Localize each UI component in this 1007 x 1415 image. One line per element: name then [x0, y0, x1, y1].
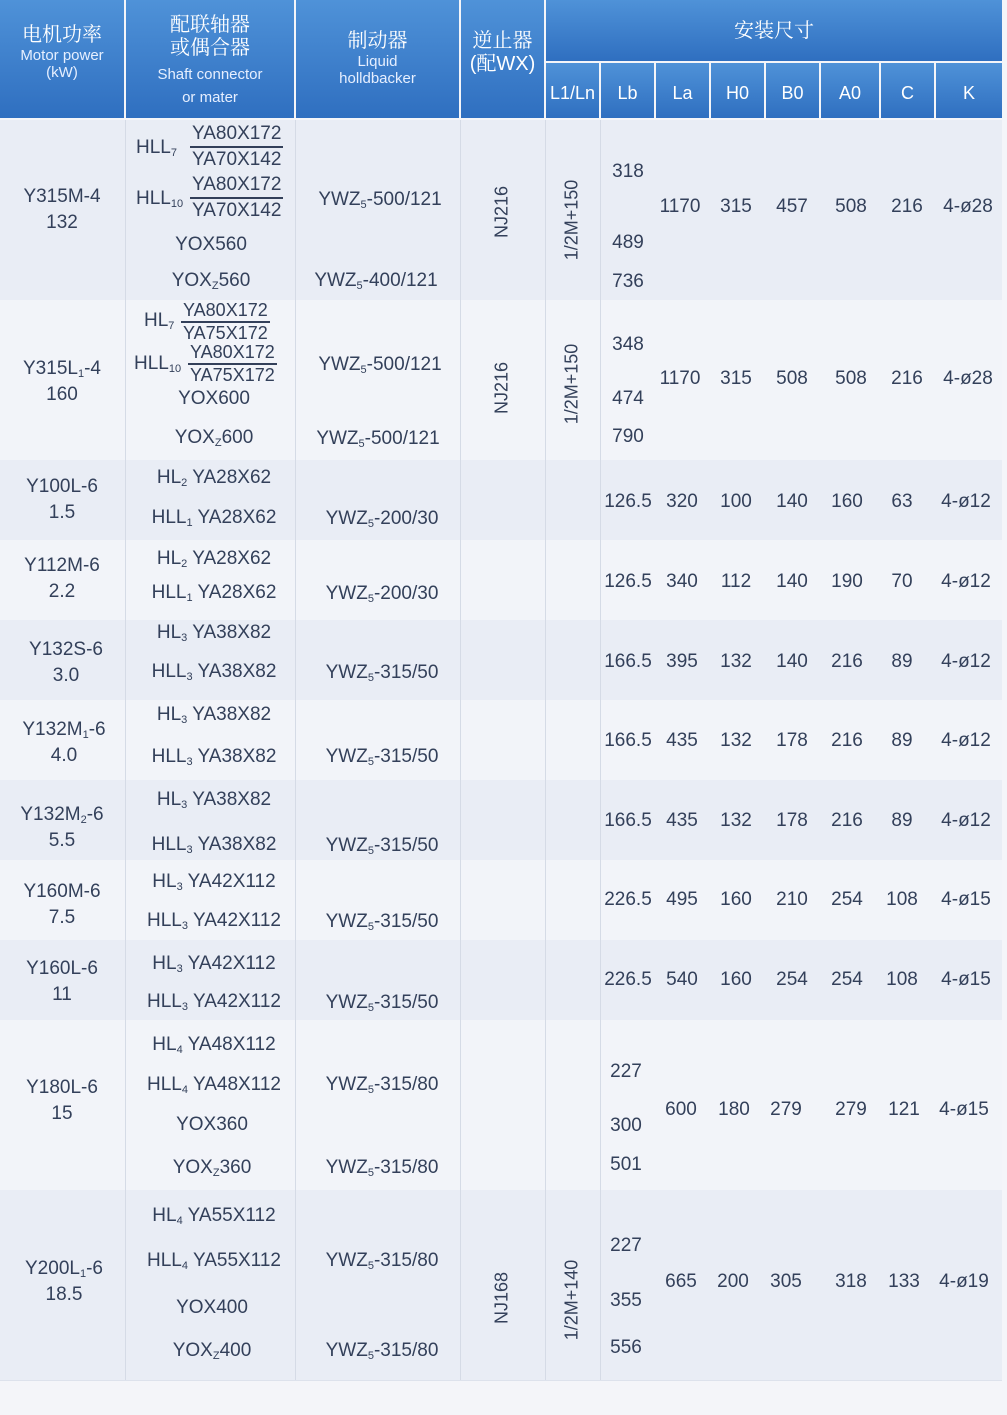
lb-value: 300 [610, 1115, 642, 1136]
c-value: 216 [891, 196, 923, 217]
b0-value: 508 [776, 368, 808, 389]
backstop-model: NJ216 [491, 185, 512, 239]
h0-value: 180 [718, 1099, 750, 1120]
la-value: 435 [666, 810, 698, 831]
k-value: 4-ø12 [941, 730, 991, 751]
la-value: 495 [666, 889, 698, 910]
b0-value: 140 [776, 491, 808, 512]
coupler: YOX560 [175, 234, 247, 255]
coupler: $YOX_Z400$ [172, 1340, 252, 1362]
coupler: $HLL_4$ YA48X112 [147, 1074, 281, 1096]
b0-value: 178 [776, 810, 808, 831]
coupler: $HLL_3$ YA42X112 [147, 991, 281, 1013]
k-value: 4-ø19 [939, 1271, 989, 1292]
lb-value: 348 [612, 334, 644, 355]
header-motor-power-en: Motor power [20, 47, 104, 64]
coupler: $HL_2$ YA28X62 [156, 467, 272, 489]
motor-power: 3.0 [52, 665, 80, 686]
k-value: 4-ø12 [941, 810, 991, 831]
motor-power: 160 [46, 384, 78, 405]
coupler: $HL_3$ YA42X112 [152, 953, 276, 975]
k-value: 4-ø15 [941, 969, 991, 990]
c-value: 89 [891, 651, 913, 672]
header-shaft-cn-1: 配联轴器 [170, 14, 250, 36]
lb-value: 166.5 [604, 810, 652, 831]
brake-model: $YWZ_5-500/121$ [318, 189, 442, 211]
l1-value: 1/2M+150 [561, 343, 582, 425]
coupler: YOX360 [176, 1114, 248, 1135]
brake-model: $YWZ_5-315/50$ [325, 911, 439, 933]
lb-value: 355 [610, 1290, 642, 1311]
k-value: 4-ø12 [941, 491, 991, 512]
motor-power: 4.0 [50, 745, 78, 766]
header-backstop-sub: (配WX) [469, 53, 536, 75]
header-col-a0: A0 [821, 63, 879, 118]
header-brake [296, 0, 459, 118]
column-divider [545, 120, 546, 1380]
b0-value: 140 [776, 651, 808, 672]
c-value: 133 [888, 1271, 920, 1292]
lb-value: 226.5 [604, 969, 652, 990]
header-brake-en-1: Liquid [357, 53, 398, 70]
l1-value: 1/2M+140 [561, 1259, 582, 1341]
k-value: 4-ø15 [941, 889, 991, 910]
coupler: $HLL_{10}$ [134, 353, 182, 375]
brake-model: $YWZ_5-315/80$ [325, 1340, 439, 1362]
a0-value: 216 [831, 651, 863, 672]
a0-value: 508 [835, 368, 867, 389]
coupler-fraction: $\frac{YA80X172}{YA70X142}$ [192, 174, 282, 221]
header-backstop [461, 0, 544, 118]
header-col-lb: Lb [601, 63, 654, 118]
header-install-cn: 安装尺寸 [734, 20, 814, 42]
header-col-h0: H0 [711, 63, 764, 118]
brake-model: $YWZ_5-200/30$ [325, 583, 439, 605]
a0-value: 254 [831, 969, 863, 990]
column-divider [125, 120, 126, 1380]
header-shaft-connector [126, 0, 294, 118]
coupler: $HLL_1$ YA28X62 [151, 582, 277, 604]
h0-value: 160 [720, 969, 752, 990]
backstop-model: NJ168 [491, 1271, 512, 1325]
coupler: YOX400 [176, 1297, 248, 1318]
motor-power: 11 [52, 984, 72, 1005]
motor-model: Y132S-6 [29, 639, 103, 660]
c-value: 108 [886, 969, 918, 990]
brake-model: $YWZ_5-315/50$ [325, 746, 439, 768]
motor-model: Y160M-6 [23, 881, 101, 902]
header-brake-cn: 制动器 [347, 30, 408, 52]
brake-model: $YWZ_5-315/50$ [325, 835, 439, 857]
lb-value: 227 [610, 1235, 642, 1256]
lb-value: 556 [610, 1337, 642, 1358]
brake-model: $YWZ_5-315/80$ [325, 1250, 439, 1272]
header-col-k: K [936, 63, 1002, 118]
motor-power: 132 [46, 212, 78, 233]
motor-model: $Y132M_1-6$ [22, 719, 106, 741]
header-col-l1: L1/Ln [546, 63, 599, 118]
a0-value: 216 [831, 810, 863, 831]
header-col-b0: B0 [766, 63, 819, 118]
la-value: 340 [666, 571, 698, 592]
header-motor-power-unit: (kW) [46, 64, 78, 82]
motor-power: 15 [51, 1103, 73, 1124]
brake-model: $YWZ_5-315/80$ [325, 1157, 439, 1179]
header-col-c: C [881, 63, 934, 118]
lb-value: 166.5 [604, 730, 652, 751]
brake-model: $YWZ_5-500/121$ [318, 354, 442, 376]
h0-value: 160 [720, 889, 752, 910]
header-shaft-cn-2: 或偶合器 [170, 37, 250, 59]
k-value: 4-ø28 [943, 368, 993, 389]
coupler: $HL_3$ YA38X82 [156, 622, 272, 644]
lb-value: 318 [612, 161, 644, 182]
la-value: 540 [666, 969, 698, 990]
h0-value: 315 [720, 196, 752, 217]
coupler: $HL_4$ YA48X112 [152, 1034, 276, 1056]
k-value: 4-ø15 [939, 1099, 989, 1120]
coupler: YOX600 [178, 388, 250, 409]
header-shaft-en-2: or mater [182, 89, 238, 107]
coupler: $HL_2$ YA28X62 [156, 548, 272, 570]
h0-value: 132 [720, 730, 752, 751]
motor-model: $Y315L_1-4$ [23, 358, 101, 380]
coupler: $YOX_Z560$ [171, 270, 251, 292]
la-value: 600 [665, 1099, 697, 1120]
motor-power: 2.2 [48, 581, 76, 602]
brake-model: $YWZ_5-315/80$ [325, 1074, 439, 1096]
lb-value: 489 [612, 232, 644, 253]
coupler: $HLL_3$ YA38X82 [151, 661, 277, 683]
motor-model: Y100L-6 [26, 476, 98, 497]
a0-value: 318 [835, 1271, 867, 1292]
brake-model: $YWZ_5-315/50$ [325, 662, 439, 684]
c-value: 70 [891, 571, 913, 592]
motor-power: 5.5 [48, 830, 76, 851]
k-value: 4-ø12 [941, 651, 991, 672]
k-value: 4-ø28 [943, 196, 993, 217]
h0-value: 132 [720, 651, 752, 672]
brake-model: $YWZ_5-315/50$ [325, 992, 439, 1014]
la-value: 665 [665, 1271, 697, 1292]
backstop-model: NJ216 [491, 361, 512, 415]
brake-model: $YWZ_5-500/121$ [316, 428, 440, 450]
coupler: $HLL_{10}$ [136, 188, 184, 210]
motor-model: Y180L-6 [26, 1077, 98, 1098]
header-motor-power-cn: 电机功率 [22, 24, 102, 46]
la-value: 1170 [659, 196, 701, 217]
brake-model: $YWZ_5-400/121$ [314, 270, 438, 292]
a0-value: 254 [831, 889, 863, 910]
b0-value: 457 [776, 196, 808, 217]
column-divider [600, 120, 601, 1380]
header-backstop-cn: 逆止器 [472, 30, 533, 52]
h0-value: 112 [720, 571, 752, 592]
la-value: 1170 [659, 368, 701, 389]
a0-value: 160 [831, 491, 863, 512]
lb-value: 790 [612, 426, 644, 447]
a0-value: 216 [831, 730, 863, 751]
b0-value: 140 [776, 571, 808, 592]
lb-value: 166.5 [604, 651, 652, 672]
coupler-fraction: $\frac{YA80X172}{YA75X172}$ [190, 342, 275, 385]
coupler: $HL_3$ YA38X82 [156, 789, 272, 811]
coupler-fraction: $\frac{YA80X172}{YA75X172}$ [183, 300, 268, 343]
h0-value: 100 [720, 491, 752, 512]
lb-value: 501 [610, 1154, 642, 1175]
c-value: 89 [891, 810, 913, 831]
c-value: 63 [891, 491, 913, 512]
coupler: $HLL_4$ YA55X112 [147, 1250, 281, 1272]
b0-value: 254 [776, 969, 808, 990]
la-value: 395 [666, 651, 698, 672]
coupler: $HL_4$ YA55X112 [152, 1205, 276, 1227]
b0-value: 279 [770, 1099, 802, 1120]
a0-value: 190 [831, 571, 863, 592]
lb-value: 474 [612, 388, 644, 409]
coupler: $HL_7$ [144, 310, 175, 332]
motor-power: 1.5 [48, 502, 76, 523]
brake-model: $YWZ_5-200/30$ [325, 508, 439, 530]
coupler: $YOX_Z360$ [172, 1157, 252, 1179]
lb-value: 227 [610, 1061, 642, 1082]
motor-model: $Y200L_1-6$ [25, 1258, 103, 1280]
header-install-dims [546, 0, 1002, 61]
column-divider [460, 120, 461, 1380]
c-value: 121 [888, 1099, 920, 1120]
coupler: $HL_3$ YA42X112 [152, 871, 276, 893]
k-value: 4-ø12 [941, 571, 991, 592]
b0-value: 305 [770, 1271, 802, 1292]
column-divider [295, 120, 296, 1380]
motor-model: Y160L-6 [26, 958, 98, 979]
c-value: 108 [886, 889, 918, 910]
h0-value: 132 [720, 810, 752, 831]
lb-value: 126.5 [604, 571, 652, 592]
header-shaft-en-1: Shaft connector [157, 66, 263, 83]
coupler: $HLL_7$ [136, 137, 177, 159]
lb-value: 226.5 [604, 889, 652, 910]
coupler: $YOX_Z600$ [174, 427, 254, 449]
motor-model: $Y132M_2-6$ [20, 804, 104, 826]
c-value: 89 [891, 730, 913, 751]
coupler: $HLL_1$ YA28X62 [151, 507, 277, 529]
h0-value: 315 [720, 368, 752, 389]
header-motor-power [0, 0, 124, 118]
coupler: $HLL_3$ YA42X112 [147, 910, 281, 932]
a0-value: 279 [835, 1099, 867, 1120]
motor-power: 7.5 [48, 907, 76, 928]
a0-value: 508 [835, 196, 867, 217]
l1-value: 1/2M+150 [561, 179, 582, 261]
coupler: $HL_3$ YA38X82 [156, 704, 272, 726]
coupler-fraction: $\frac{YA80X172}{YA70X142}$ [192, 123, 282, 170]
motor-model: Y315M-4 [23, 186, 101, 207]
header-col-la: La [656, 63, 709, 118]
h0-value: 200 [717, 1271, 749, 1292]
motor-power: 18.5 [45, 1284, 83, 1305]
lb-value: 126.5 [604, 491, 652, 512]
c-value: 216 [891, 368, 923, 389]
coupler: $HLL_3$ YA38X82 [151, 834, 277, 856]
la-value: 320 [666, 491, 698, 512]
la-value: 435 [666, 730, 698, 751]
coupler: $HLL_3$ YA38X82 [151, 746, 277, 768]
b0-value: 210 [776, 889, 808, 910]
motor-model: Y112M-6 [24, 555, 100, 576]
b0-value: 178 [776, 730, 808, 751]
lb-value: 736 [612, 271, 644, 292]
header-brake-en-2: holldbacker [339, 70, 416, 88]
